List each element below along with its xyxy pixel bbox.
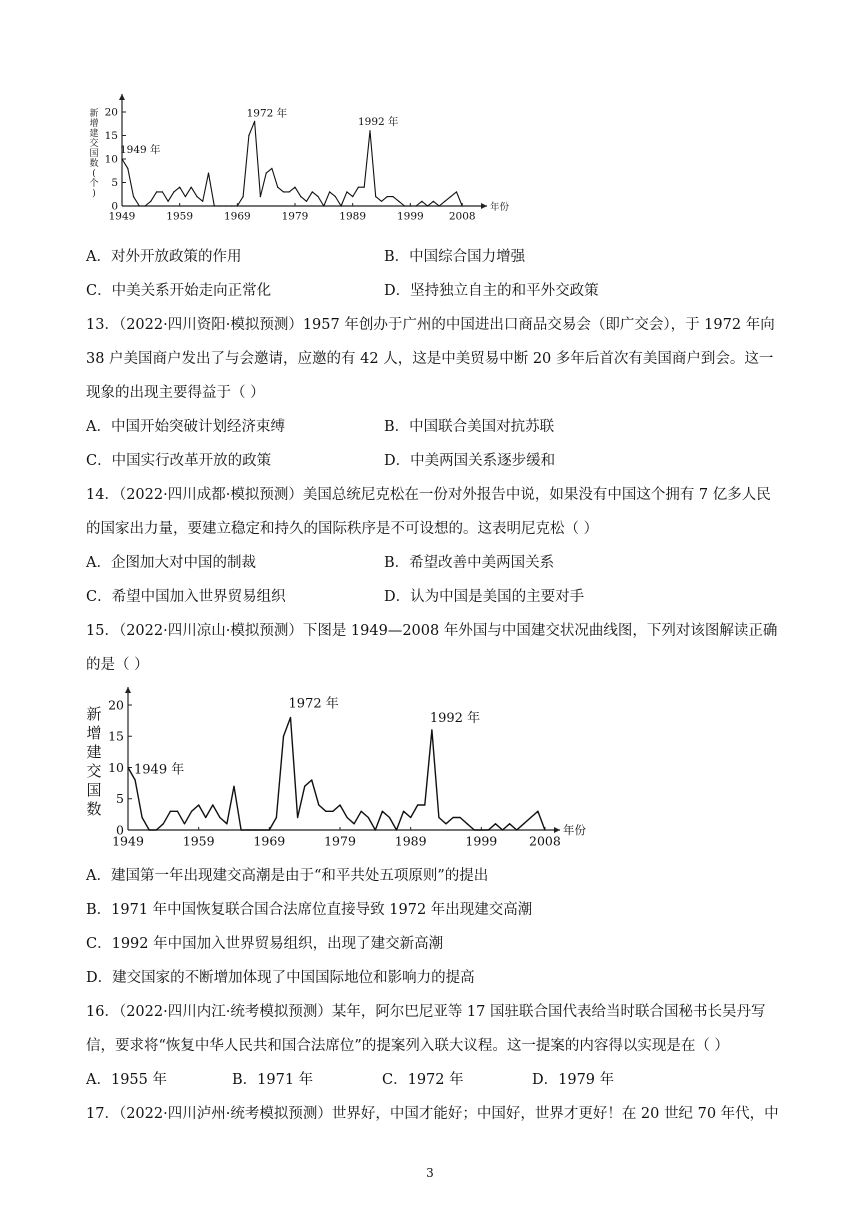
data-point (127, 767, 128, 768)
data-point (134, 779, 135, 780)
data-point (523, 823, 524, 824)
data-point (358, 187, 359, 188)
q15-option-d[interactable]: D．建交国家的不断增加体现了中国国际地位和影响力的提高 (86, 970, 475, 986)
x-tick-label: 1979 (324, 833, 356, 849)
data-point (144, 205, 145, 206)
series-line (128, 718, 545, 831)
data-point (329, 191, 330, 192)
data-point (346, 191, 347, 192)
data-point (168, 201, 169, 202)
y-axis-label-char: 建 (86, 743, 102, 761)
data-point (444, 201, 445, 202)
data-point (214, 205, 215, 206)
data-point (452, 817, 453, 818)
y-axis-label-char: 交 (89, 139, 99, 149)
data-point (311, 779, 312, 780)
diplomatic-relations-chart-top (82, 88, 522, 226)
data-point (260, 196, 261, 197)
y-tick-label: 15 (104, 130, 118, 143)
y-tick-label: 5 (116, 791, 124, 807)
x-tick-label: 1969 (223, 210, 251, 223)
data-point (202, 201, 203, 202)
data-point (424, 804, 425, 805)
data-point (392, 196, 393, 197)
data-point (323, 205, 324, 206)
q13-stem-line-1: 13．（2022·四川资阳·模拟预测）1957 年创办于广州的中国进出口商品交易会（即广交会），于 1972 年向 (86, 317, 775, 333)
data-point (277, 187, 278, 188)
data-point (254, 121, 255, 122)
data-point (179, 187, 180, 188)
y-axis-arrow (119, 94, 125, 100)
peak-annotation: 1972 年 (288, 696, 339, 712)
q14-stem-line-2: 的国家出力量，要建立稳定和持久的国际秩序是不可设想的。这表明尼克松（ ） (86, 521, 599, 537)
data-point (276, 817, 277, 818)
y-tick-label: 20 (108, 697, 124, 713)
q12-option-c[interactable]: C．中美关系开始走向正常化 (86, 283, 272, 299)
data-point (474, 829, 475, 830)
data-point (325, 811, 326, 812)
data-point (364, 187, 365, 188)
data-point (495, 823, 496, 824)
q12-option-a[interactable]: A．对外开放政策的作用 (86, 249, 242, 265)
x-tick-label: 1979 (281, 210, 309, 223)
data-point (219, 205, 220, 206)
data-point (488, 829, 489, 830)
data-point (462, 205, 463, 206)
data-point (142, 817, 143, 818)
data-point (389, 817, 390, 818)
data-point (185, 196, 186, 197)
data-point (352, 196, 353, 197)
data-point (410, 817, 411, 818)
data-point (467, 823, 468, 824)
y-tick-label: 20 (104, 106, 118, 119)
data-point (381, 201, 382, 202)
q13-option-d[interactable]: D．中美两国关系逐步缓和 (384, 453, 556, 469)
y-axis-label-char: 国 (89, 149, 99, 159)
data-point (269, 829, 270, 830)
data-point (537, 811, 538, 812)
page-number: 3 (426, 1166, 434, 1180)
x-tick-label: 1999 (396, 210, 424, 223)
data-point (382, 811, 383, 812)
y-axis-label-char: 新 (86, 705, 102, 723)
y-tick-label: 0 (116, 822, 124, 838)
data-point (530, 817, 531, 818)
y-tick-label: 15 (108, 728, 124, 744)
y-tick-label: 0 (111, 200, 118, 213)
data-point (354, 823, 355, 824)
data-point (433, 201, 434, 202)
q17-stem-line-1: 17．（2022·四川泸州·统考模拟预测）世界好，中国才能好；中国好，世界才更好！在 20 世纪 70 年代，中 (86, 1106, 779, 1122)
data-point (421, 201, 422, 202)
data-point (445, 823, 446, 824)
x-axis-label: 年份 (563, 823, 586, 837)
data-point (300, 196, 301, 197)
data-point (196, 196, 197, 197)
q14-option-b[interactable]: B．希望改善中美两国关系 (384, 555, 555, 571)
data-point (262, 829, 263, 830)
q16-option-d[interactable]: D．1979 年 (532, 1072, 615, 1088)
y-axis-label-char: ( (92, 169, 96, 179)
data-point (403, 811, 404, 812)
data-point (456, 191, 457, 192)
x-tick-label: 1959 (166, 210, 194, 223)
data-point (173, 191, 174, 192)
x-tick-label: 1989 (394, 833, 427, 849)
data-point (404, 205, 405, 206)
chart-bottom (82, 683, 602, 855)
data-point (332, 811, 333, 812)
data-point (438, 817, 439, 818)
data-point (335, 196, 336, 197)
q15-option-b[interactable]: B．1971 年中国恢复联合国合法席位直接导致 1972 年出现建交高潮 (86, 902, 533, 918)
y-axis-label-char: 增 (89, 119, 99, 129)
data-point (290, 717, 291, 718)
data-point (255, 829, 256, 830)
y-axis-label-char: 新 (89, 109, 99, 119)
q16-stem-line-2: 信，要求将“恢复中华人民共和国合法席位”的提案列入联大议程。这一提案的内容得以实现是在（ ） (86, 1038, 729, 1054)
chart-top (82, 88, 522, 226)
data-point (398, 201, 399, 202)
data-point (271, 168, 272, 169)
data-point (417, 804, 418, 805)
data-point (341, 205, 342, 206)
peak-annotation: 1949 年 (120, 144, 161, 156)
y-tick-label: 10 (104, 153, 118, 166)
x-axis-label: 年份 (490, 202, 510, 213)
data-point (460, 817, 461, 818)
y-axis-label-char: 增 (86, 724, 102, 742)
data-point (427, 205, 428, 206)
data-point (317, 196, 318, 197)
q15-option-a[interactable]: A．建国第一年出现建交高潮是由于“和平共处五项原则”的提出 (86, 868, 489, 884)
data-point (240, 829, 241, 830)
q12-option-b[interactable]: B．中国综合国力增强 (384, 249, 526, 265)
x-tick-label: 1969 (253, 833, 286, 849)
data-point (139, 205, 140, 206)
data-point (226, 823, 227, 824)
data-point (375, 196, 376, 197)
data-point (225, 205, 226, 206)
q13-option-a[interactable]: A．中国开始突破计划经济束缚 (86, 419, 285, 435)
x-axis-arrow (554, 827, 560, 833)
data-point (481, 829, 482, 830)
data-point (177, 811, 178, 812)
q13-stem-line-2: 38 户美国商户发出了与会邀请，应邀的有 42 人，这是中美贸易中断 20 多年后首次有美国商户到会。这一 (86, 351, 774, 367)
y-axis-arrow (125, 687, 131, 693)
data-point (346, 817, 347, 818)
y-axis-label-char: 建 (89, 129, 99, 139)
data-point (219, 817, 220, 818)
data-point (231, 205, 232, 206)
data-point (516, 829, 517, 830)
q16-option-a[interactable]: A．1955 年 (86, 1072, 167, 1088)
q16-stem-line-1: 16．（2022·四川内江·统考模拟预测）某年，阿尔巴尼亚等 17 国驻联合国代表给当时联合国秘书长吴丹写 (86, 1004, 766, 1020)
y-axis-label-char: 个 (89, 179, 99, 189)
q15-option-c[interactable]: C．1992 年中国加入世界贸易组织，出现了建交新高潮 (86, 936, 444, 952)
data-point (205, 817, 206, 818)
data-point (121, 158, 122, 159)
data-point (431, 729, 432, 730)
q14-option-c[interactable]: C．希望中国加入世界贸易组织 (86, 589, 286, 605)
q15-stem-line-1: 15．（2022·四川凉山·模拟预测）下图是 1949—2008 年外国与中国建交状况曲线图，下列对该图解读正确 (86, 623, 778, 639)
data-point (237, 205, 238, 206)
peak-annotation: 1992 年 (429, 711, 481, 726)
q13-stem-line-3: 现象的出现主要得益于（ ） (86, 385, 265, 401)
x-tick-label: 1999 (465, 833, 498, 849)
data-point (439, 205, 440, 206)
data-point (544, 829, 545, 830)
data-point (191, 811, 192, 812)
data-point (212, 804, 213, 805)
q13-option-c[interactable]: C．中国实行改革开放的政策 (86, 453, 272, 469)
y-axis-label-char: ) (92, 189, 96, 199)
data-point (191, 187, 192, 188)
x-tick-label: 1959 (182, 833, 215, 849)
data-point (509, 823, 510, 824)
data-point (150, 201, 151, 202)
data-point (361, 811, 362, 812)
data-point (387, 196, 388, 197)
data-point (208, 173, 209, 174)
data-point (312, 191, 313, 192)
diplomatic-relations-chart-bottom (82, 683, 602, 855)
data-point (416, 205, 417, 206)
data-point (318, 804, 319, 805)
x-axis-arrow (481, 203, 487, 209)
data-point (162, 191, 163, 192)
q15-stem-line-2: 的是（ ） (86, 657, 149, 673)
data-point (502, 829, 503, 830)
data-point (266, 173, 267, 174)
peak-annotation: 1992 年 (357, 115, 399, 128)
data-point (368, 817, 369, 818)
q12-option-d[interactable]: D．坚持独立自主的和平外交政策 (384, 283, 599, 299)
data-point (127, 168, 128, 169)
y-axis-label-char: 交 (86, 762, 102, 780)
data-point (163, 823, 164, 824)
y-axis-label-char: 国 (86, 781, 102, 799)
y-axis-label-char: 数 (86, 800, 102, 818)
data-point (294, 187, 295, 188)
x-tick-label: 2008 (529, 833, 561, 849)
x-tick-label: 1989 (339, 210, 367, 223)
series-line (122, 121, 462, 206)
q14-option-a[interactable]: A．企图加大对中国的制裁 (86, 555, 256, 571)
data-point (248, 829, 249, 830)
data-point (289, 191, 290, 192)
q16-option-c[interactable]: C．1972 年 (382, 1072, 464, 1088)
data-point (369, 130, 370, 131)
data-point (156, 191, 157, 192)
data-point (248, 135, 249, 136)
data-point (243, 196, 244, 197)
q13-option-b[interactable]: B．中国联合美国对抗苏联 (384, 419, 555, 435)
y-axis-label-char: 数 (89, 159, 99, 169)
peak-annotation: 1972 年 (246, 107, 288, 120)
data-point (304, 786, 305, 787)
data-point (339, 804, 340, 805)
data-point (306, 201, 307, 202)
data-point (156, 829, 157, 830)
peak-annotation: 1949 年 (134, 762, 185, 778)
q16-option-b[interactable]: B．1971 年 (232, 1072, 314, 1088)
x-tick-label: 1949 (112, 833, 144, 849)
data-point (297, 817, 298, 818)
data-point (396, 829, 397, 830)
y-tick-label: 5 (111, 177, 118, 190)
q14-stem-line-1: 14．（2022·四川成都·模拟预测）美国总统尼克松在一份对外报告中说，如果没有中国这个拥有 7 亿多人民 (86, 487, 771, 503)
data-point (410, 205, 411, 206)
data-point (283, 736, 284, 737)
data-point (233, 786, 234, 787)
data-point (283, 191, 284, 192)
data-point (149, 829, 150, 830)
x-tick-label: 1949 (108, 210, 136, 223)
data-point (184, 823, 185, 824)
x-tick-label: 2008 (448, 210, 476, 223)
data-point (450, 196, 451, 197)
q14-option-d[interactable]: D．认为中国是美国的主要对手 (384, 589, 585, 605)
data-point (133, 196, 134, 197)
data-point (170, 811, 171, 812)
data-point (375, 829, 376, 830)
y-tick-label: 10 (108, 759, 124, 775)
data-point (198, 804, 199, 805)
